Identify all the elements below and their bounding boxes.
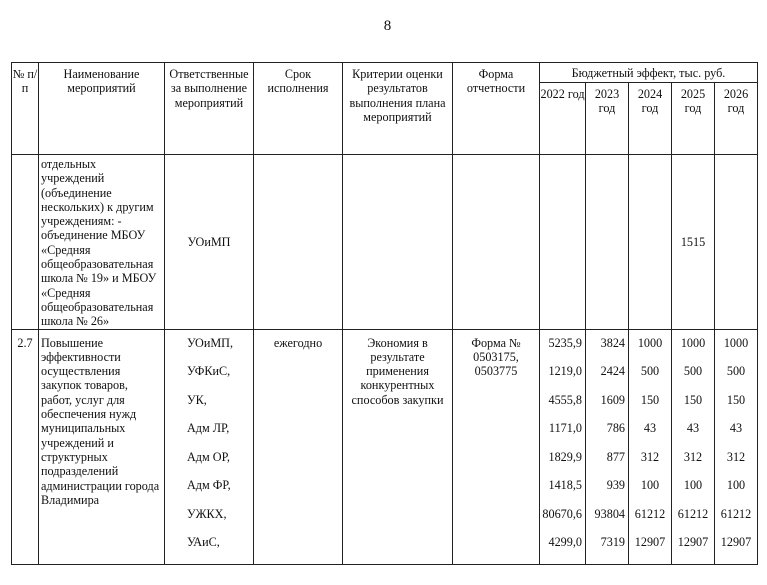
cell-line: Адм ОР, bbox=[187, 449, 230, 464]
row-y2026 bbox=[715, 329, 758, 564]
cell-line: 93804 bbox=[594, 506, 625, 521]
cell-line: 5235,9 bbox=[548, 335, 582, 350]
cell-line: 7319 bbox=[600, 535, 625, 550]
cell-line: УОиМП, bbox=[187, 335, 234, 350]
cell-line: 3824 bbox=[600, 335, 625, 350]
cell-line: Адм ЛР, bbox=[187, 421, 230, 436]
row-criteria: Экономия в результате применения конкурентных способов закупки bbox=[343, 329, 453, 564]
row-y2022 bbox=[540, 155, 586, 330]
row-y2025 bbox=[672, 329, 715, 564]
cell-line: 43 bbox=[729, 421, 743, 436]
row-y2025: 1515 bbox=[672, 155, 715, 330]
row-name: отдельных учреждений (объединение нескольких) к другим учреждениям: - объединение МБОУ «Средняя общеобразовательная школа № 19» и МБОУ «Средняя общеобразовательная школа № 26» bbox=[39, 155, 165, 330]
cell-line: 61212 bbox=[677, 506, 709, 521]
cell-line: 312 bbox=[640, 449, 660, 464]
cell-line: 150 bbox=[640, 392, 660, 407]
cell-line: 1000 bbox=[723, 335, 749, 350]
header-year-2025: 2025 год bbox=[672, 83, 715, 155]
row-responsible bbox=[165, 329, 254, 564]
cell-line: УЖКХ, bbox=[187, 506, 227, 521]
cell-line: УФКиС, bbox=[187, 364, 231, 379]
row-term: ежегодно bbox=[254, 329, 343, 564]
header-year-2026: 2026 год bbox=[715, 83, 758, 155]
cell-line: УАиС, bbox=[187, 535, 220, 550]
cell-line: 1829,9 bbox=[548, 449, 582, 464]
cell-line: УК, bbox=[187, 392, 207, 407]
cell-line: 100 bbox=[683, 478, 703, 493]
header-year-2023: 2023 год bbox=[586, 83, 629, 155]
cell-line: 1219,0 bbox=[548, 364, 582, 379]
row-name: Повышение эффективности осуществления закупок товаров, работ, услуг для обеспечения нужд муниципальных учреждений и структурных подразделений администрации города Владимира bbox=[39, 329, 165, 564]
row-term bbox=[254, 155, 343, 330]
header-budget-effect: Бюджетный эффект, тыс. руб. bbox=[540, 63, 758, 83]
cell-line: 312 bbox=[683, 449, 703, 464]
cell-line: 150 bbox=[683, 392, 703, 407]
row-form bbox=[453, 155, 540, 330]
row-num: 2.7 bbox=[12, 329, 39, 564]
responsible-list bbox=[165, 336, 253, 564]
cell-line: 1000 bbox=[637, 335, 663, 350]
cell-line: 1171,0 bbox=[548, 421, 582, 436]
cell-line: 43 bbox=[643, 421, 657, 436]
cell-line: 2424 bbox=[600, 364, 625, 379]
row-y2023 bbox=[586, 155, 629, 330]
cell-line: 12907 bbox=[677, 535, 709, 550]
table-row bbox=[12, 329, 758, 564]
cell-line: 100 bbox=[640, 478, 660, 493]
table-row bbox=[12, 155, 758, 330]
cell-line: 939 bbox=[606, 478, 625, 493]
cell-line: 877 bbox=[606, 449, 625, 464]
header-name: Наименование мероприятий bbox=[39, 63, 165, 155]
row-form: Форма № 0503175, 0503775 bbox=[453, 329, 540, 564]
cell-line: 1609 bbox=[600, 392, 625, 407]
cell-line: 1418,5 bbox=[548, 478, 582, 493]
cell-line: 500 bbox=[726, 364, 746, 379]
row-y2023 bbox=[586, 329, 629, 564]
row-y2022 bbox=[540, 329, 586, 564]
cell-line: Адм ФР, bbox=[187, 478, 231, 493]
cell-line: 312 bbox=[726, 449, 746, 464]
header-report-form: Форма отчетности bbox=[453, 63, 540, 155]
row-y2024 bbox=[629, 329, 672, 564]
cell-line: 61212 bbox=[634, 506, 666, 521]
cell-line: 4555,8 bbox=[548, 392, 582, 407]
cell-line: 12907 bbox=[634, 535, 666, 550]
row-responsible: УОиМП bbox=[165, 155, 254, 330]
cell-line: 61212 bbox=[720, 506, 752, 521]
cell-line: 150 bbox=[726, 392, 746, 407]
cell-line: 500 bbox=[683, 364, 703, 379]
cell-line: 100 bbox=[726, 478, 746, 493]
header-criteria: Критерии оценки результатов выполнения плана мероприятий bbox=[343, 63, 453, 155]
row-num bbox=[12, 155, 39, 330]
cell-line: 1000 bbox=[680, 335, 706, 350]
cell-line: 786 bbox=[606, 421, 625, 436]
page-number: 8 bbox=[383, 18, 392, 34]
header-num: № п/п bbox=[12, 63, 39, 155]
cell-line: 43 bbox=[686, 421, 700, 436]
header-year-2024: 2024 год bbox=[629, 83, 672, 155]
cell-line: 12907 bbox=[720, 535, 752, 550]
row-criteria bbox=[343, 155, 453, 330]
measures-table bbox=[11, 62, 758, 565]
cell-line: 80670,6 bbox=[542, 506, 582, 521]
header-year-2022: 2022 год bbox=[540, 83, 586, 155]
header-term: Срок исполнения bbox=[254, 63, 343, 155]
cell-line: 4299,0 bbox=[548, 535, 582, 550]
row-y2024 bbox=[629, 155, 672, 330]
cell-line: 500 bbox=[640, 364, 660, 379]
header-responsible: Ответственные за выполнение мероприятий bbox=[165, 63, 254, 155]
row-y2026 bbox=[715, 155, 758, 330]
